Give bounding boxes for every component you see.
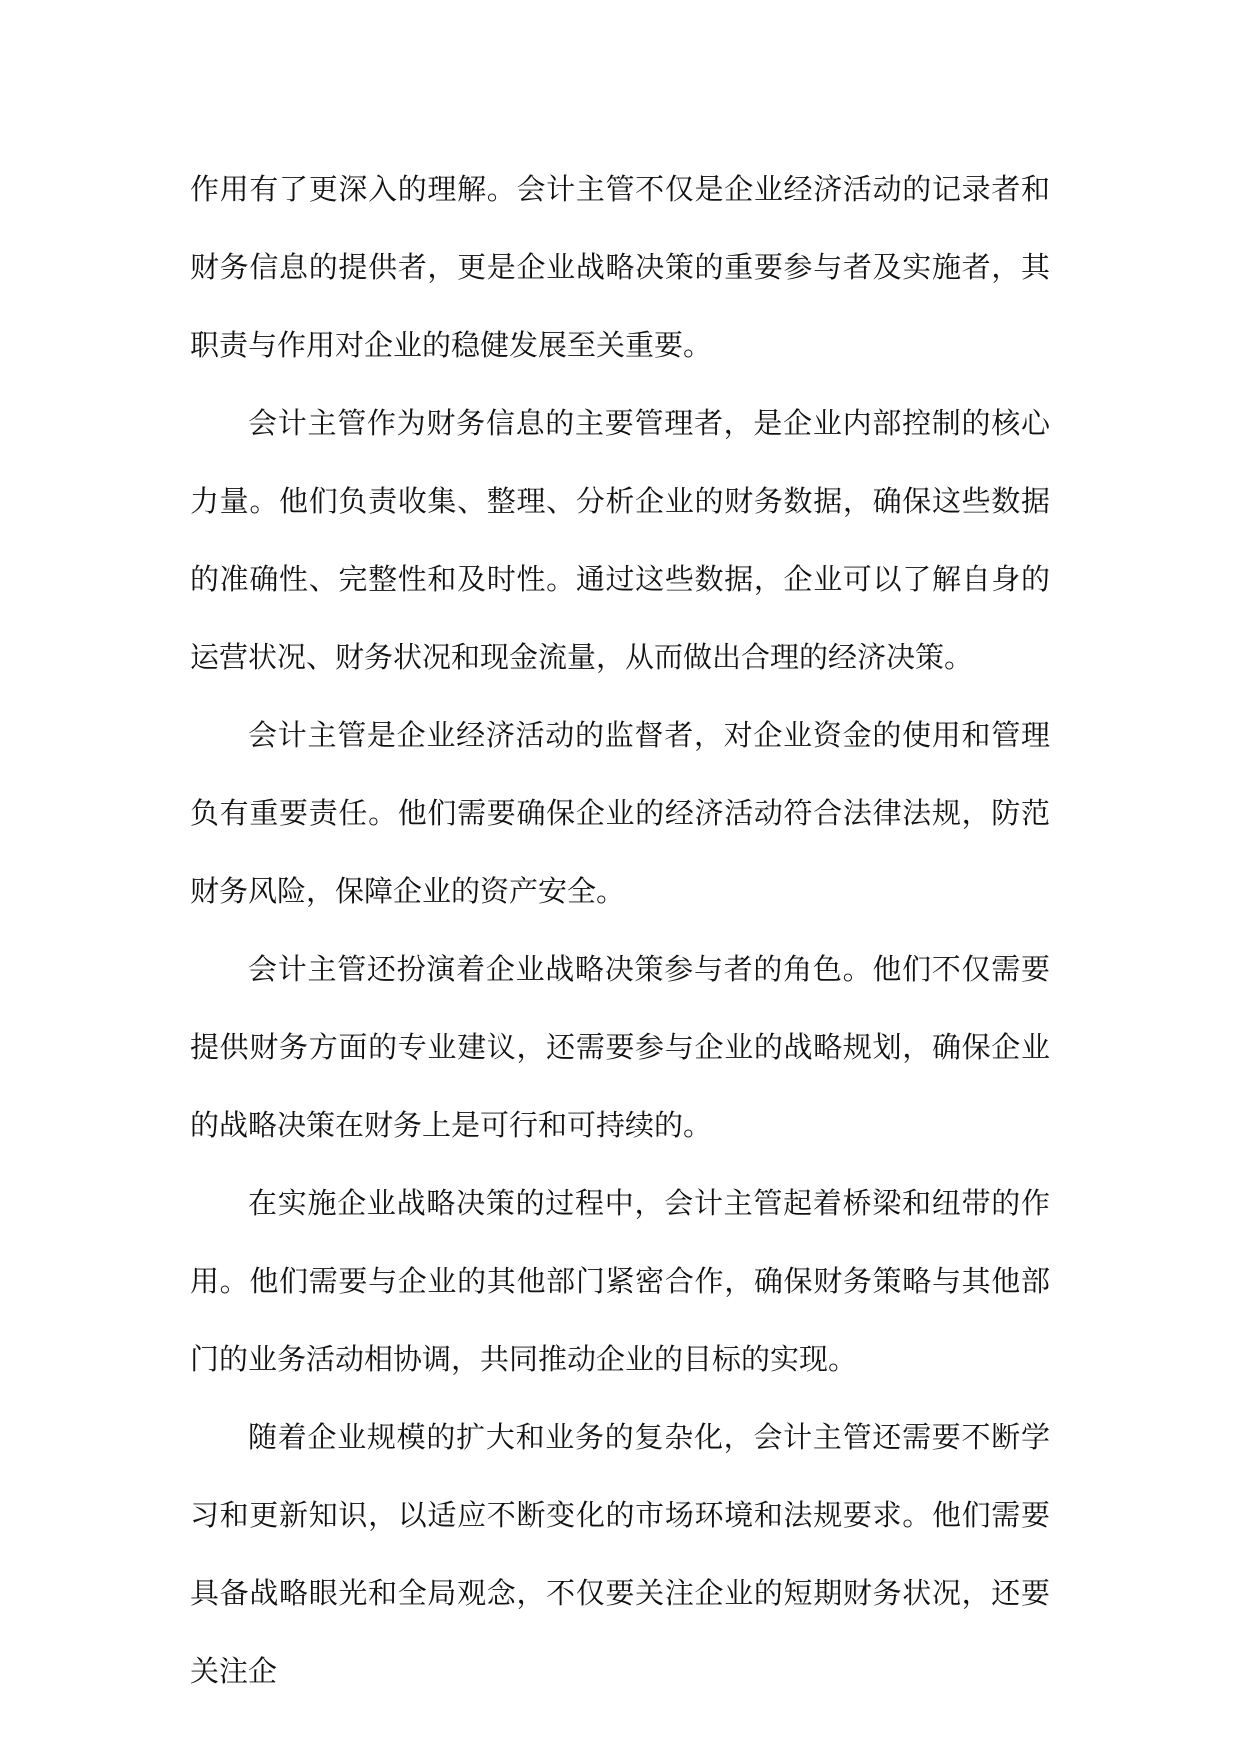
paragraph-5: 在实施企业战略决策的过程中，会计主管起着桥梁和纽带的作用。他们需要与企业的其他部门紧密合作，确保财务策略与其他部门的业务活动相协调，共同推动企业的目标的实现。 bbox=[190, 1186, 1050, 1376]
paragraph-1: 作用有了更深入的理解。会计主管不仅是企业经济活动的记录者和财务信息的提供者，更是企业战略决策的重要参与者及实施者，其职责与作用对企业的稳健发展至关重要。 bbox=[190, 172, 1050, 362]
paragraph-2: 会计主管作为财务信息的主要管理者，是企业内部控制的核心力量。他们负责收集、整理、分析企业的财务数据，确保这些数据的准确性、完整性和及时性。通过这些数据，企业可以了解自身的运营状况、财务状况和现金流量，从而做出合理的经济决策。 bbox=[190, 406, 1050, 674]
paragraph-4: 会计主管还扮演着企业战略决策参与者的角色。他们不仅需要提供财务方面的专业建议，还需要参与企业的战略规划，确保企业的战略决策在财务上是可行和可持续的。 bbox=[190, 952, 1050, 1142]
paragraph-6: 随着企业规模的扩大和业务的复杂化，会计主管还需要不断学习和更新知识，以适应不断变化的市场环境和法规要求。他们需要具备战略眼光和全局观念，不仅要关注企业的短期财务状况，还要关注企 bbox=[190, 1420, 1050, 1688]
paragraph-3: 会计主管是企业经济活动的监督者，对企业资金的使用和管理负有重要责任。他们需要确保企业的经济活动符合法律法规，防范财务风险，保障企业的资产安全。 bbox=[190, 718, 1050, 908]
body-text bbox=[190, 150, 1050, 1710]
